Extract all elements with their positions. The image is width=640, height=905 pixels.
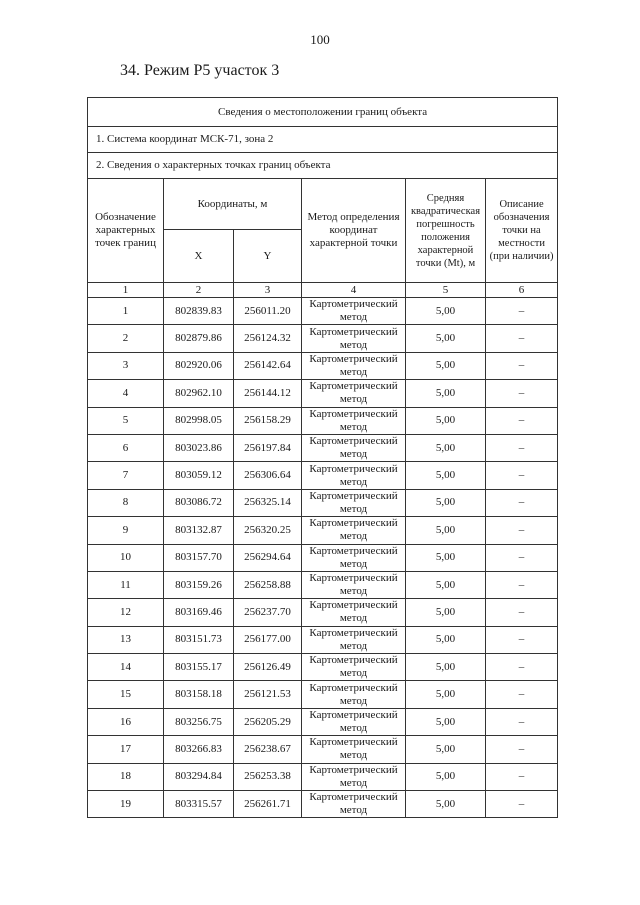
table-row [88,517,558,544]
accuracy: 5,00 [406,626,486,653]
col-number: 5 [406,283,486,298]
table-header-title: Сведения о местоположении границ объекта [88,98,558,127]
description: – [486,407,558,434]
coord-x: 803059.12 [164,462,234,489]
coord-x: 802879.86 [164,325,234,352]
col-number: 1 [88,283,164,298]
accuracy: 5,00 [406,434,486,461]
accuracy: 5,00 [406,681,486,708]
page-number: 100 [310,32,330,47]
coord-x: 803315.57 [164,791,234,818]
coord-y: 256306.64 [234,462,302,489]
description: – [486,763,558,790]
description: – [486,736,558,763]
coord-x: 802998.05 [164,407,234,434]
coord-y: 256121.53 [234,681,302,708]
table-row [88,325,558,352]
description: – [486,681,558,708]
point-number: 14 [88,654,164,681]
coord-y: 256011.20 [234,298,302,325]
point-number: 12 [88,599,164,626]
description: – [486,626,558,653]
col-header-y: Y [234,230,302,283]
method: Картометрический метод [302,544,406,571]
method: Картометрический метод [302,489,406,516]
coord-y: 256158.29 [234,407,302,434]
point-number: 17 [88,736,164,763]
point-number: 8 [88,489,164,516]
method: Картометрический метод [302,736,406,763]
point-number: 1 [88,298,164,325]
description: – [486,462,558,489]
accuracy: 5,00 [406,791,486,818]
method: Картометрический метод [302,708,406,735]
method: Картометрический метод [302,654,406,681]
coord-y: 256126.49 [234,654,302,681]
coord-x: 803086.72 [164,489,234,516]
point-number: 11 [88,571,164,598]
coord-y: 256124.32 [234,325,302,352]
col-number: 4 [302,283,406,298]
accuracy: 5,00 [406,298,486,325]
coord-x: 803132.87 [164,517,234,544]
description: – [486,325,558,352]
table-row [88,626,558,653]
table-row [88,599,558,626]
method: Картометрический метод [302,462,406,489]
coord-x: 802839.83 [164,298,234,325]
accuracy: 5,00 [406,654,486,681]
coord-y: 256197.84 [234,434,302,461]
coord-y: 256325.14 [234,489,302,516]
accuracy: 5,00 [406,571,486,598]
coord-y: 256238.67 [234,736,302,763]
accuracy: 5,00 [406,462,486,489]
description: – [486,434,558,461]
coord-y: 256253.38 [234,763,302,790]
col-number: 6 [486,283,558,298]
table-row [88,571,558,598]
description: – [486,298,558,325]
description: – [486,380,558,407]
method: Картометрический метод [302,434,406,461]
col-header-designation: Обозначение характерных точек границ [88,179,164,283]
table-row [88,791,558,818]
point-number: 7 [88,462,164,489]
coord-x: 803158.18 [164,681,234,708]
point-number: 13 [88,626,164,653]
point-number: 15 [88,681,164,708]
point-number: 3 [88,352,164,379]
point-number: 18 [88,763,164,790]
coord-x: 803169.46 [164,599,234,626]
table-row [88,763,558,790]
point-number: 4 [88,380,164,407]
col-header-description: Описание обозначения точки на местности (при наличии) [486,179,558,283]
method: Картометрический метод [302,517,406,544]
accuracy: 5,00 [406,708,486,735]
method: Картометрический метод [302,380,406,407]
point-number: 16 [88,708,164,735]
table-row [88,654,558,681]
table-row [88,407,558,434]
description: – [486,599,558,626]
coord-y: 256261.71 [234,791,302,818]
coord-y: 256237.70 [234,599,302,626]
method: Картометрический метод [302,298,406,325]
table-row [88,352,558,379]
point-number: 6 [88,434,164,461]
description: – [486,517,558,544]
accuracy: 5,00 [406,380,486,407]
table-row [88,298,558,325]
coord-x: 803159.26 [164,571,234,598]
table-row [88,708,558,735]
point-number: 5 [88,407,164,434]
col-header-method: Метод определения координат характерной точки [302,179,406,283]
coord-y: 256142.64 [234,352,302,379]
method: Картометрический метод [302,791,406,818]
method: Картометрический метод [302,626,406,653]
description: – [486,571,558,598]
accuracy: 5,00 [406,599,486,626]
method: Картометрический метод [302,599,406,626]
point-number: 10 [88,544,164,571]
col-header-x: X [164,230,234,283]
method: Картометрический метод [302,325,406,352]
accuracy: 5,00 [406,489,486,516]
method: Картометрический метод [302,763,406,790]
coord-x: 803294.84 [164,763,234,790]
accuracy: 5,00 [406,352,486,379]
table-row [88,380,558,407]
table-row [88,681,558,708]
accuracy: 5,00 [406,544,486,571]
col-header-accuracy: Средняя квадратическая погрешность положения характерной точки (Mt), м [406,179,486,283]
accuracy: 5,00 [406,736,486,763]
point-number: 19 [88,791,164,818]
coord-y: 256320.25 [234,517,302,544]
coord-x: 803151.73 [164,626,234,653]
coord-x: 803155.17 [164,654,234,681]
col-number: 2 [164,283,234,298]
table-row [88,544,558,571]
table-row [88,489,558,516]
point-number: 9 [88,517,164,544]
description: – [486,654,558,681]
description: – [486,791,558,818]
description: – [486,708,558,735]
description: – [486,352,558,379]
points-info: 2. Сведения о характерных точках границ объекта [88,153,558,179]
coord-y: 256177.00 [234,626,302,653]
table-row [88,434,558,461]
coord-x: 803023.86 [164,434,234,461]
coord-y: 256294.64 [234,544,302,571]
coord-y: 256205.29 [234,708,302,735]
accuracy: 5,00 [406,325,486,352]
coord-x: 803266.83 [164,736,234,763]
coord-x: 803157.70 [164,544,234,571]
method: Картометрический метод [302,571,406,598]
table-row [88,462,558,489]
accuracy: 5,00 [406,763,486,790]
coord-y: 256258.88 [234,571,302,598]
point-number: 2 [88,325,164,352]
col-header-coords: Координаты, м [164,179,302,230]
method: Картометрический метод [302,352,406,379]
coordinate-system: 1. Система координат МСК-71, зона 2 [88,127,558,153]
accuracy: 5,00 [406,407,486,434]
section-title: 34. Режим Р5 участок 3 [120,62,280,79]
accuracy: 5,00 [406,517,486,544]
description: – [486,489,558,516]
description: – [486,544,558,571]
coord-x: 802920.06 [164,352,234,379]
boundary-coordinates-table [87,97,558,818]
coord-x: 803256.75 [164,708,234,735]
coord-y: 256144.12 [234,380,302,407]
col-number: 3 [234,283,302,298]
method: Картометрический метод [302,681,406,708]
coord-x: 802962.10 [164,380,234,407]
table-row [88,736,558,763]
method: Картометрический метод [302,407,406,434]
